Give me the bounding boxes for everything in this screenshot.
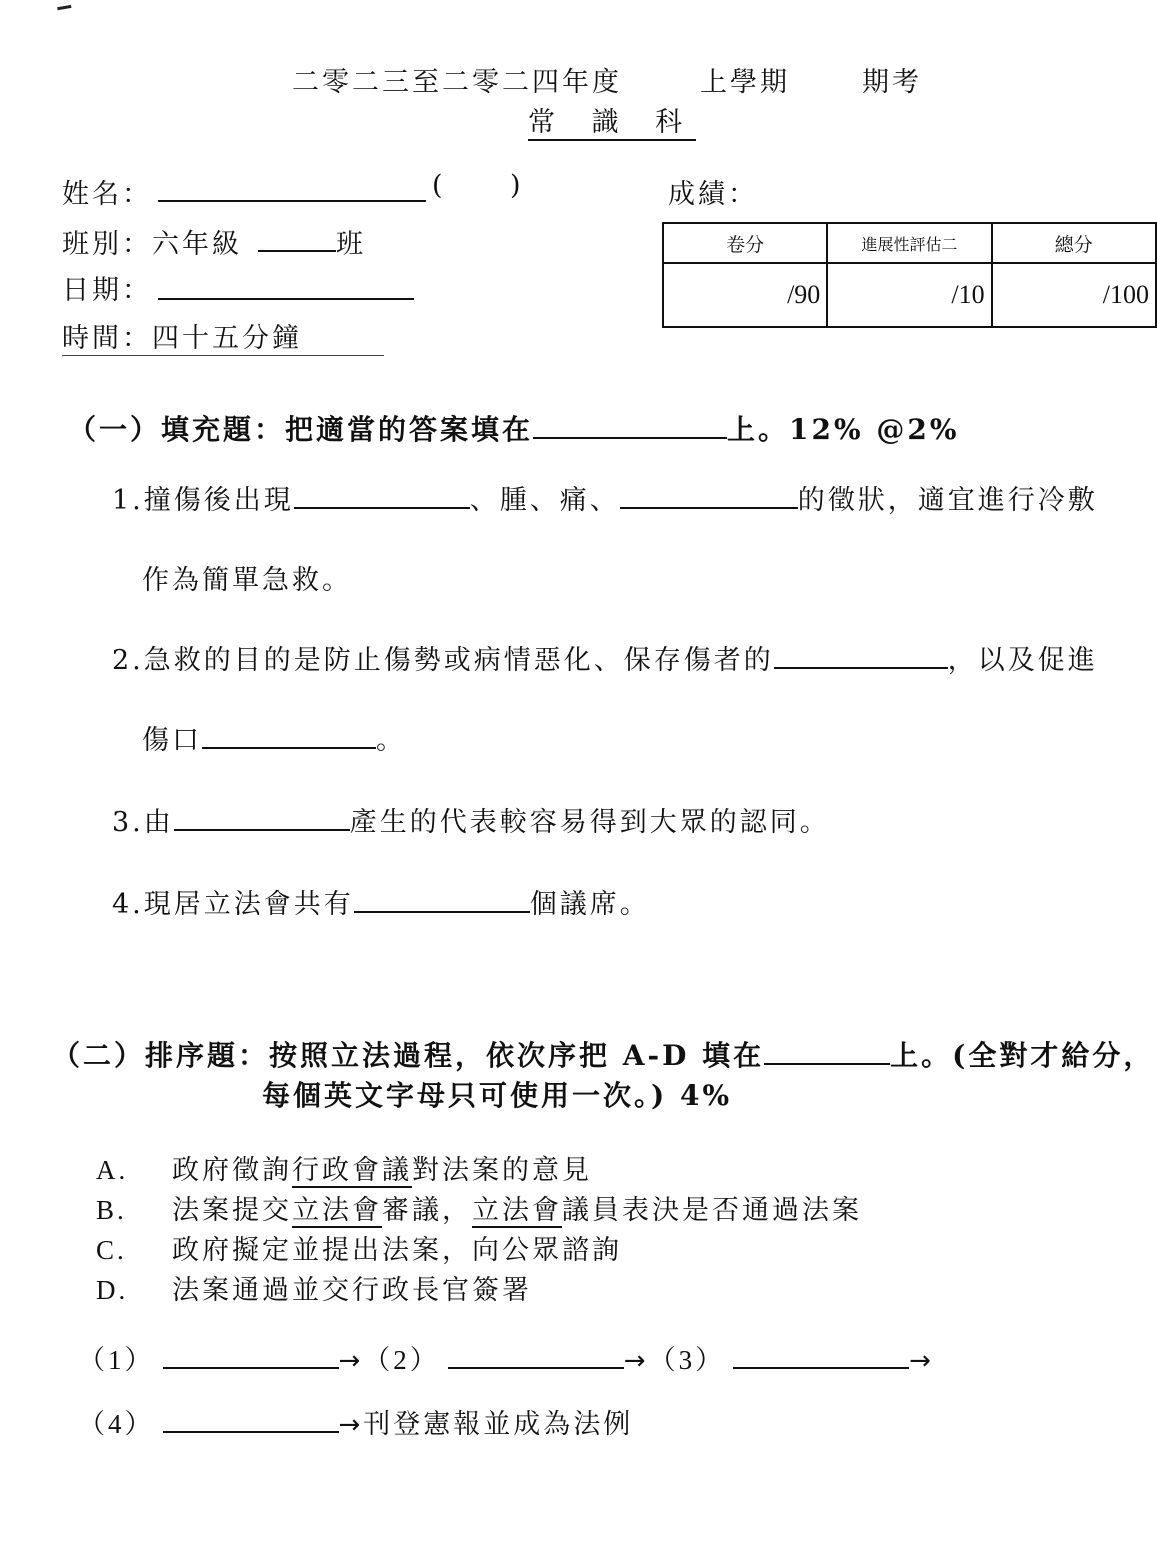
class-number-paren-open: ( (432, 170, 446, 201)
score-value-paper[interactable]: /90 (663, 263, 827, 327)
option-text: 議員表決是否通過法案 (562, 1195, 862, 1226)
score-label: 成績： (668, 179, 758, 210)
q3-text-a: 3.由 (112, 807, 174, 838)
sequence-row-1 (78, 1338, 934, 1377)
q1-text-c: 的徵狀，適宜進行冷敷 (797, 485, 1098, 516)
q1-text-b: 、腫、痛、 (469, 485, 620, 516)
q4-text-b: 個議席。 (529, 889, 650, 920)
step-2-label: （2） (363, 1345, 440, 1375)
option-text: 對法案的意見 (412, 1155, 592, 1186)
option-text: 法案通過並交行政長官簽署 (172, 1275, 532, 1306)
exam-year: 二零二三至二零二四年度 (292, 67, 622, 98)
section2-title-continuation: 每個英文字母只可使用一次。) 4% (262, 1079, 733, 1112)
q2-blank-1[interactable] (774, 643, 948, 669)
step-1-blank[interactable] (163, 1343, 339, 1369)
section1-title-blank (533, 413, 727, 439)
class-blank[interactable] (258, 226, 336, 252)
option-d (96, 1268, 532, 1307)
time-label: 時間：四十五分鐘 (62, 316, 384, 356)
score-header-paper: 卷分 (663, 223, 827, 263)
q4-blank[interactable] (354, 887, 530, 913)
section1-title-marks: 上。12% @2% (727, 413, 960, 446)
name-label: 姓名： (62, 179, 152, 210)
option-letter: B. (96, 1195, 127, 1225)
option-text: 政府徵詢 (172, 1155, 292, 1186)
option-underlined: 立法會 (292, 1195, 382, 1226)
q2-text-a: 2.急救的目的是防止傷勢或病情惡化、保存傷者的 (112, 645, 774, 676)
section1-title (68, 408, 959, 448)
question-1 (112, 478, 1098, 517)
q1-text-a: 1.撞傷後出現 (112, 485, 294, 516)
option-text: 法案提交 (172, 1195, 292, 1226)
section2-title-text: （二）排序題：按照立法過程，依次序把 A-D 填在 (52, 1039, 765, 1072)
q1-continuation: 作為簡單急救。 (142, 565, 352, 596)
arrow-icon: → (338, 1410, 364, 1440)
option-underlined: 立法會 (472, 1195, 562, 1226)
q1-blank-1[interactable] (294, 483, 470, 509)
question-4 (112, 882, 650, 921)
score-header-total: 總分 (992, 223, 1156, 263)
option-c (96, 1228, 622, 1267)
q2-text-d: 。 (376, 725, 406, 756)
q2-blank-2[interactable] (202, 723, 376, 749)
step-3-label: （3） (648, 1345, 726, 1375)
score-value-assessment[interactable]: /10 (827, 263, 991, 327)
section2-title-text-b: 上。(全對才給分， (890, 1039, 1155, 1072)
q3-blank[interactable] (174, 805, 350, 831)
step-4-blank[interactable] (163, 1407, 339, 1433)
q2-text-c: 傷口 (142, 725, 202, 756)
section1-title-text: （一）填充題：把適當的答案填在 (68, 413, 534, 446)
step-3-blank[interactable] (733, 1343, 909, 1369)
section2-title (52, 1034, 1154, 1074)
option-letter: C. (96, 1235, 127, 1265)
score-header-assessment: 進展性評估二 (827, 223, 991, 263)
class-number-paren-close: ) (510, 170, 524, 201)
q4-text-a: 4.現居立法會共有 (112, 889, 354, 920)
section2-title-blank (764, 1039, 890, 1065)
q1-blank-2[interactable] (620, 483, 798, 509)
exam-term: 上學期 (700, 67, 790, 98)
option-text: 政府擬定並提出法案，向公眾諮詢 (172, 1235, 622, 1266)
option-b (96, 1188, 862, 1227)
arrow-icon: → (623, 1346, 649, 1376)
q2-continuation (142, 718, 406, 757)
arrow-icon: → (909, 1346, 934, 1376)
arrow-icon: → (338, 1346, 364, 1376)
q2-text-b: ，以及促進 (947, 645, 1098, 676)
exam-type: 期考 (862, 67, 922, 98)
step-4-label: （4） (78, 1409, 155, 1439)
scan-mark (57, 5, 73, 18)
sequence-row-2 (78, 1402, 633, 1441)
option-letter: A. (96, 1155, 129, 1185)
step-2-blank[interactable] (448, 1343, 624, 1369)
option-a (96, 1148, 592, 1187)
score-value-total[interactable]: /100 (992, 263, 1156, 327)
option-underlined: 行政會議 (292, 1155, 412, 1186)
class-label: 班別：六年級 (62, 229, 242, 260)
subject-title: 常 識 科 (528, 100, 696, 141)
date-blank[interactable] (158, 274, 414, 300)
step-1-label: （1） (78, 1345, 155, 1375)
date-label: 日期： (62, 275, 152, 306)
class-suffix: 班 (336, 229, 366, 260)
option-text: 審議， (382, 1195, 472, 1226)
q3-text-b: 產生的代表較容易得到大眾的認同。 (349, 807, 830, 838)
name-blank[interactable] (158, 176, 426, 202)
question-3 (112, 800, 830, 839)
score-table (662, 222, 1157, 328)
final-step-text: 刊登憲報並成為法例 (363, 1409, 634, 1440)
option-letter: D. (96, 1275, 129, 1305)
question-2 (112, 638, 1098, 677)
